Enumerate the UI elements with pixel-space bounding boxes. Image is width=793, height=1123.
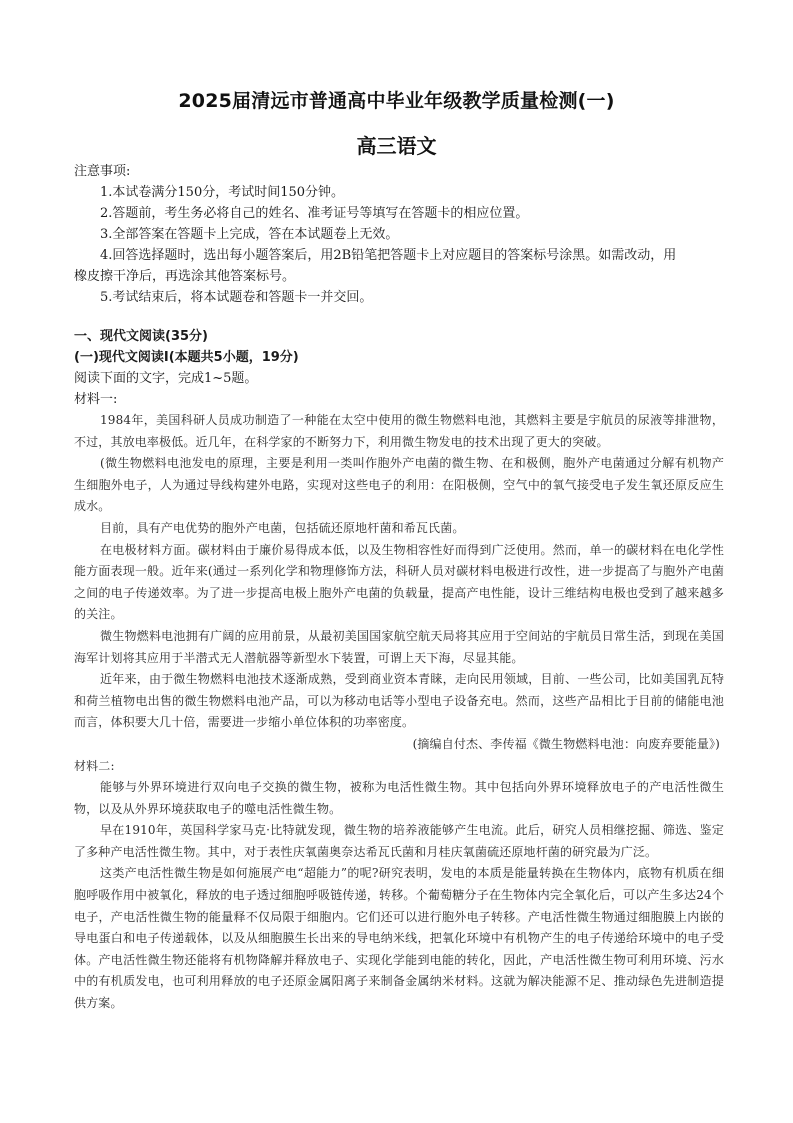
material-label: 材料二: <box>74 758 115 773</box>
reading-instruction: 阅读下面的文字，完成1~5题。 <box>74 371 258 386</box>
paragraph: 1984年，美国科研人员成功制造了一种能在太空中使用的微生物燃料电池，其燃料主要是宇航员的尿液等排泄物，不过，其放电率极低。近几年，在科学家的不断努力下，利用微生物发电的技术出现了更大的突破。 <box>74 413 724 449</box>
paragraph: 早在1910年，英国科学家马克·比特就发现，微生物的培养液能够产生电流。此后，研究人员相继挖掘、筛选、鉴定了多种产电活性微生物。其中，对于表性庆氧菌奥奈达希瓦氏菌和月桂庆氧菌硫还原地杆菌的研究最为广泛。 <box>74 823 724 859</box>
citation: (摘编自付杰、李传福《微生物燃料电池：向废弃要能量》) <box>412 736 720 751</box>
material-one <box>74 410 724 1015</box>
notice-item: 3.全部答案在答题卡上完成，答在本试题卷上无效。 <box>100 227 399 242</box>
material-label: 材料一: <box>74 392 118 407</box>
notice-item: 5.考试结束后，将本试题卷和答题卡一并交回。 <box>100 290 373 305</box>
paragraph: 目前，具有产电优势的胞外产电菌，包括硫还原地杆菌和希瓦氏菌。 <box>100 520 465 535</box>
paragraph: (微生物燃料电池发电的原理，主要是利用一类叫作胞外产电菌的微生物、在和极侧，胞外产电菌通过分解有机物产生细胞外电子，人为通过导线构建外电路，实现对这些电子的利用：在阳极侧，空气中的氧气接受电子发生氧还原反应生成水。 <box>74 456 724 514</box>
notice-block <box>74 161 724 308</box>
notice-item: 1.本试卷满分150分，考试时间150分钟。 <box>100 185 345 200</box>
section-heading: 一、现代文阅读(35分) <box>74 329 208 344</box>
notice-item-continued: 橡皮擦干净后，再选涂其他答案标号。 <box>74 269 296 284</box>
subject-title: 高三语文 <box>356 134 437 158</box>
paragraph: 这类产电活性微生物是如何施展产电“超能力”的呢?研究表明，发电的本质是能量转换在生物体内，底物有机质在细胞呼吸作用中被氧化，释放的电子透过细胞呼吸链传递，转移。个葡萄糖分子在生物体内完全氧化后，可以产生多达24个电子，产电活性微生物的能量释不仅局限于细胞内。它们还可以进行胞外电子转移。产电活性微生物通过细胞膜上内嵌的导电蛋白和电子传递载体，以及从细胞膜生长出来的导电纳米线，把氧化环境中有机物产生的电子传递给环境中的电子受体。产电活性微生物还能将有机物降解并释放电子、实现化学能到电能的转化，因此，产电活性微生物可利用环境、污水中的有机质发电，也可利用释放的电子还原金属阳离子来制备金属纳米材料。这就为解决能源不足、推动绿色先进制造提供方案。 <box>74 866 724 1011</box>
paragraph: 在电极材料方面。碳材料由于廉价易得成本低，以及生物相容性好而得到广泛使用。然而，单一的碳材料在电化学性能方面表现一般。近年来(通过一系列化学和物理修饰方法，科研人员对碳材料电极进行改性，进一步提高了与胞外产电菌之间的电子传递效率。为了进一步提高电极上胞外产电菌的负载量，提高产电性能，设计三维结构电极也受到了越来越多的关注。 <box>74 542 724 622</box>
notice-item: 2.答题前，考生务必将自己的姓名、准考证号等填写在答题卡的相应位置。 <box>100 206 529 221</box>
notice-heading: 注意事项: <box>74 164 131 179</box>
section-header <box>74 326 724 410</box>
subsection-heading: (一)现代文阅读Ⅰ(本题共5小题，19分) <box>74 350 299 365</box>
exam-title: 2025届清远市普通高中毕业年级教学质量检测(一) <box>178 90 615 112</box>
paragraph: 近年来，由于微生物燃料电池技术逐渐成熟，受到商业资本青睐，走向民用领域，目前、一些公司，比如美国乳瓦特和荷兰植物电出售的微生物燃料电池产品，可以为移动电话等小型电子设备充电。然而，这些产品相比于目前的储能电池而言，体积要大几十倍，需要进一步缩小单位体积的功率密度。 <box>74 672 724 730</box>
paragraph: 微生物燃料电池拥有广阔的应用前景，从最初美国国家航空航天局将其应用于空间站的宇航员日常生活，到现在美国海军计划将其应用于半潜式无人潜航器等新型水下装置，可谓上天下海，尽显其能。 <box>74 628 724 665</box>
notice-item: 4.回答选择题时，选出每小题答案后，用2B铅笔把答题卡上对应题目的答案标号涂黑。如需改动，用 <box>100 248 677 263</box>
paragraph: 能够与外界环境进行双向电子交换的微生物，被称为电活性微生物。其中包括向外界环境释放电子的产电活性微生物，以及从外界环境获取电子的噬电活性微生物。 <box>74 780 724 816</box>
